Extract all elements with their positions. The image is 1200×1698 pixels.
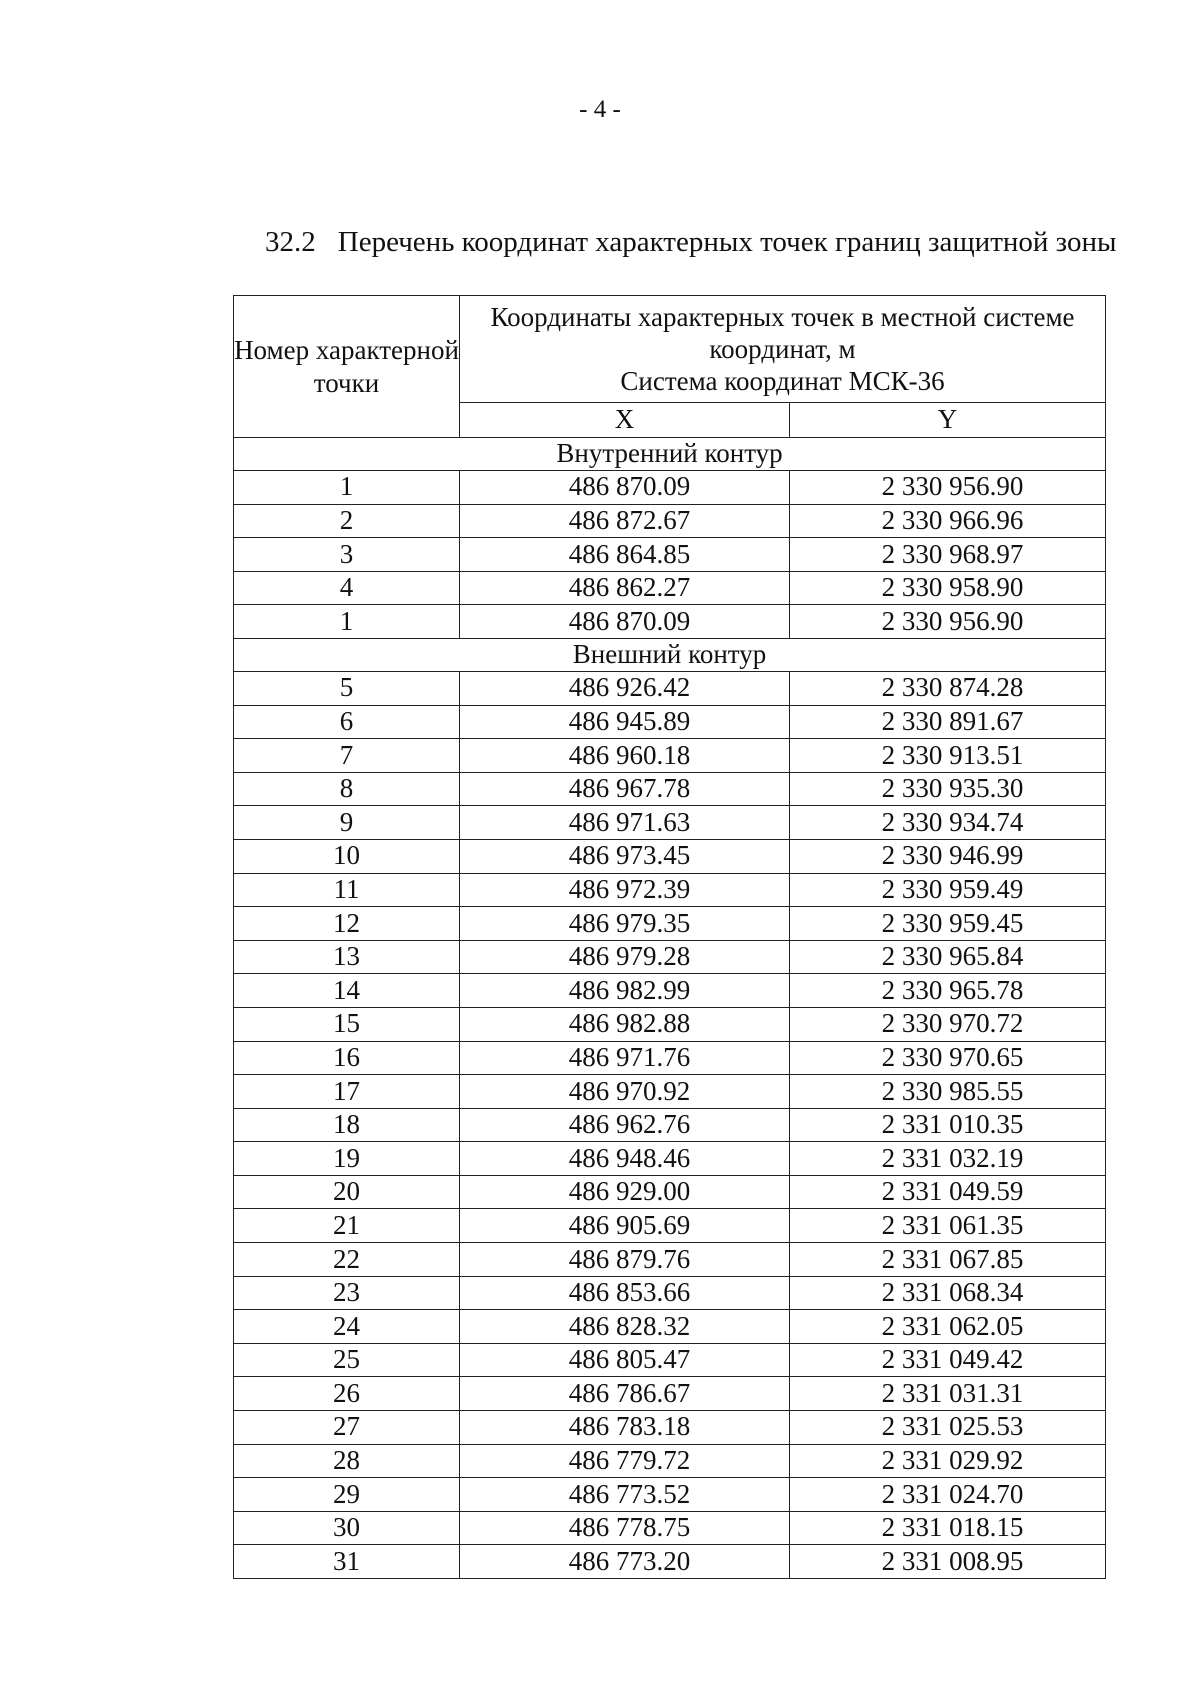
point-number: 1 xyxy=(234,605,460,639)
y-coordinate: 2 331 031.31 xyxy=(790,1377,1106,1411)
y-coordinate: 2 330 970.65 xyxy=(790,1041,1106,1075)
table-row xyxy=(234,1444,1106,1478)
table-header xyxy=(234,296,1106,438)
x-coordinate: 486 773.52 xyxy=(460,1478,790,1512)
y-coordinate: 2 330 985.55 xyxy=(790,1075,1106,1109)
point-number: 22 xyxy=(234,1243,460,1277)
table-row xyxy=(234,671,1106,705)
x-coordinate: 486 945.89 xyxy=(460,705,790,739)
coordinates-table xyxy=(233,295,1106,1579)
point-number: 9 xyxy=(234,806,460,840)
x-coordinate: 486 973.45 xyxy=(460,839,790,873)
section-number: 32.2 xyxy=(265,226,316,258)
x-coordinate: 486 864.85 xyxy=(460,538,790,572)
y-coordinate: 2 330 946.99 xyxy=(790,839,1106,873)
table-row xyxy=(234,1276,1106,1310)
x-coordinate: 486 971.76 xyxy=(460,1041,790,1075)
point-number: 4 xyxy=(234,571,460,605)
header-x: X xyxy=(460,403,790,438)
y-coordinate: 2 331 025.53 xyxy=(790,1411,1106,1445)
y-coordinate: 2 331 018.15 xyxy=(790,1511,1106,1545)
y-coordinate: 2 331 029.92 xyxy=(790,1444,1106,1478)
y-coordinate: 2 331 008.95 xyxy=(790,1545,1106,1579)
y-coordinate: 2 330 968.97 xyxy=(790,538,1106,572)
x-coordinate: 486 948.46 xyxy=(460,1142,790,1176)
table-row xyxy=(234,1075,1106,1109)
x-coordinate: 486 972.39 xyxy=(460,873,790,907)
table-row xyxy=(234,1377,1106,1411)
point-number: 3 xyxy=(234,538,460,572)
table-row xyxy=(234,1545,1106,1579)
header-coordinates-line2: Система координат МСК-36 xyxy=(620,365,945,396)
x-coordinate: 486 929.00 xyxy=(460,1175,790,1209)
x-coordinate: 486 982.99 xyxy=(460,974,790,1008)
table-row xyxy=(234,1041,1106,1075)
y-coordinate: 2 330 965.78 xyxy=(790,974,1106,1008)
x-coordinate: 486 970.92 xyxy=(460,1075,790,1109)
x-coordinate: 486 786.67 xyxy=(460,1377,790,1411)
point-number: 6 xyxy=(234,705,460,739)
x-coordinate: 486 971.63 xyxy=(460,806,790,840)
header-y: Y xyxy=(790,403,1106,438)
y-coordinate: 2 331 062.05 xyxy=(790,1310,1106,1344)
x-coordinate: 486 960.18 xyxy=(460,739,790,773)
point-number: 8 xyxy=(234,772,460,806)
point-number: 30 xyxy=(234,1511,460,1545)
point-number: 17 xyxy=(234,1075,460,1109)
header-coordinates xyxy=(460,296,1106,403)
table-row xyxy=(234,739,1106,773)
point-number: 1 xyxy=(234,471,460,505)
x-coordinate: 486 783.18 xyxy=(460,1411,790,1445)
table-row xyxy=(234,806,1106,840)
x-coordinate: 486 862.27 xyxy=(460,571,790,605)
y-coordinate: 2 330 934.74 xyxy=(790,806,1106,840)
x-coordinate: 486 979.28 xyxy=(460,940,790,974)
y-coordinate: 2 330 970.72 xyxy=(790,1007,1106,1041)
point-number: 20 xyxy=(234,1175,460,1209)
table-row xyxy=(234,1411,1106,1445)
table-row xyxy=(234,1175,1106,1209)
point-number: 2 xyxy=(234,504,460,538)
y-coordinate: 2 331 032.19 xyxy=(790,1142,1106,1176)
x-coordinate: 486 872.67 xyxy=(460,504,790,538)
point-number: 15 xyxy=(234,1007,460,1041)
point-number: 10 xyxy=(234,839,460,873)
x-coordinate: 486 982.88 xyxy=(460,1007,790,1041)
table-row xyxy=(234,1108,1106,1142)
point-number: 24 xyxy=(234,1310,460,1344)
table-row xyxy=(234,605,1106,639)
x-coordinate: 486 828.32 xyxy=(460,1310,790,1344)
point-number: 27 xyxy=(234,1411,460,1445)
point-number: 21 xyxy=(234,1209,460,1243)
x-coordinate: 486 967.78 xyxy=(460,772,790,806)
table-row xyxy=(234,705,1106,739)
section-title-text: Перечень координат характерных точек границ защитной зоны xyxy=(337,226,1117,258)
x-coordinate: 486 779.72 xyxy=(460,1444,790,1478)
table-row xyxy=(234,1343,1106,1377)
point-number: 31 xyxy=(234,1545,460,1579)
point-number: 16 xyxy=(234,1041,460,1075)
table-row xyxy=(234,907,1106,941)
table-row xyxy=(234,538,1106,572)
table-row xyxy=(234,873,1106,907)
y-coordinate: 2 330 874.28 xyxy=(790,671,1106,705)
y-coordinate: 2 331 061.35 xyxy=(790,1209,1106,1243)
table-row xyxy=(234,1209,1106,1243)
y-coordinate: 2 330 956.90 xyxy=(790,605,1106,639)
x-coordinate: 486 962.76 xyxy=(460,1108,790,1142)
y-coordinate: 2 331 049.59 xyxy=(790,1175,1106,1209)
table-row xyxy=(234,571,1106,605)
table-row xyxy=(234,839,1106,873)
point-number: 14 xyxy=(234,974,460,1008)
point-number: 29 xyxy=(234,1478,460,1512)
section-row-inner: Внутренний контур xyxy=(234,438,1106,471)
point-number: 28 xyxy=(234,1444,460,1478)
x-coordinate: 486 778.75 xyxy=(460,1511,790,1545)
page-number: - 4 - xyxy=(579,96,621,123)
y-coordinate: 2 330 956.90 xyxy=(790,471,1106,505)
x-coordinate: 486 853.66 xyxy=(460,1276,790,1310)
point-number: 7 xyxy=(234,739,460,773)
x-coordinate: 486 805.47 xyxy=(460,1343,790,1377)
table-row xyxy=(234,1310,1106,1344)
y-coordinate: 2 330 913.51 xyxy=(790,739,1106,773)
y-coordinate: 2 331 049.42 xyxy=(790,1343,1106,1377)
table-row xyxy=(234,772,1106,806)
table-row xyxy=(234,504,1106,538)
section-title xyxy=(265,226,1116,259)
x-coordinate: 486 926.42 xyxy=(460,671,790,705)
table-row xyxy=(234,940,1106,974)
x-coordinate: 486 879.76 xyxy=(460,1243,790,1277)
section-row-outer: Внешний контур xyxy=(234,638,1106,671)
y-coordinate: 2 331 010.35 xyxy=(790,1108,1106,1142)
y-coordinate: 2 330 935.30 xyxy=(790,772,1106,806)
x-coordinate: 486 870.09 xyxy=(460,605,790,639)
y-coordinate: 2 331 067.85 xyxy=(790,1243,1106,1277)
y-coordinate: 2 330 959.49 xyxy=(790,873,1106,907)
y-coordinate: 2 331 068.34 xyxy=(790,1276,1106,1310)
x-coordinate: 486 870.09 xyxy=(460,471,790,505)
table-row xyxy=(234,1007,1106,1041)
point-number: 18 xyxy=(234,1108,460,1142)
table-row xyxy=(234,471,1106,505)
point-number: 12 xyxy=(234,907,460,941)
table-body xyxy=(234,438,1106,1579)
x-coordinate: 486 905.69 xyxy=(460,1209,790,1243)
x-coordinate: 486 979.35 xyxy=(460,907,790,941)
point-number: 11 xyxy=(234,873,460,907)
point-number: 25 xyxy=(234,1343,460,1377)
y-coordinate: 2 330 958.90 xyxy=(790,571,1106,605)
point-number: 26 xyxy=(234,1377,460,1411)
point-number: 23 xyxy=(234,1276,460,1310)
header-point-number: Номер характерной точки xyxy=(234,296,460,438)
header-coordinates-line1: Координаты характерных точек в местной системе координат, м xyxy=(490,302,1075,365)
table-row xyxy=(234,1478,1106,1512)
table-row xyxy=(234,1142,1106,1176)
y-coordinate: 2 330 966.96 xyxy=(790,504,1106,538)
y-coordinate: 2 330 891.67 xyxy=(790,705,1106,739)
x-coordinate: 486 773.20 xyxy=(460,1545,790,1579)
point-number: 19 xyxy=(234,1142,460,1176)
y-coordinate: 2 331 024.70 xyxy=(790,1478,1106,1512)
y-coordinate: 2 330 965.84 xyxy=(790,940,1106,974)
table-row xyxy=(234,1511,1106,1545)
point-number: 5 xyxy=(234,671,460,705)
table-row xyxy=(234,974,1106,1008)
y-coordinate: 2 330 959.45 xyxy=(790,907,1106,941)
coordinates-table-container xyxy=(233,295,1105,1579)
table-row xyxy=(234,1243,1106,1277)
point-number: 13 xyxy=(234,940,460,974)
